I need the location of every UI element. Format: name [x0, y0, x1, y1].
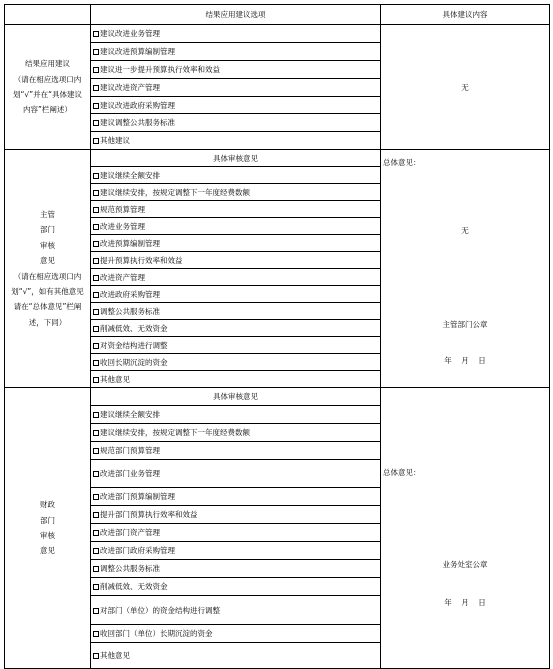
section3-option[interactable]: 规范部门预算管理	[91, 442, 381, 460]
table-row	[5, 150, 550, 167]
checkbox-icon[interactable]	[93, 292, 99, 298]
section1-option[interactable]: 建议改进预算编制管理	[91, 43, 381, 61]
section2-option[interactable]: 削减低效、无效资金	[91, 320, 381, 337]
section1-option[interactable]: 其他建议	[91, 132, 381, 150]
section3-option[interactable]: 改进部门资产管理	[91, 524, 381, 542]
checkbox-icon[interactable]	[93, 343, 99, 349]
checkbox-icon[interactable]	[93, 275, 99, 281]
checkbox-icon[interactable]	[93, 631, 99, 637]
checkbox-icon[interactable]	[93, 309, 99, 315]
evaluation-form-table	[4, 4, 550, 669]
checkbox-icon[interactable]	[93, 430, 99, 436]
section2-office-stamp: 主管部门公章	[442, 320, 488, 329]
table-header-row	[5, 5, 550, 25]
section2-note: （请在相应选项口内划“√”，如有其他意见请在“总体意见”栏阐述，下同）	[11, 271, 84, 327]
section2-title-3: 审核	[40, 240, 55, 250]
header-content: 具体建议内容	[381, 5, 550, 25]
section3-option[interactable]: 改进部门业务管理	[91, 460, 381, 488]
section3-option[interactable]: 对部门（单位）的资金结构进行调整	[91, 596, 381, 625]
section2-option[interactable]: 提升预算执行效率和效益	[91, 252, 381, 269]
checkbox-icon[interactable]	[93, 412, 99, 418]
checkbox-icon[interactable]	[93, 608, 99, 614]
section1-option[interactable]: 建议调整公共服务标准	[91, 114, 381, 132]
section3-title-1: 财政	[40, 500, 55, 510]
section2-option[interactable]: 建议继续全额安排	[91, 167, 381, 184]
checkbox-icon[interactable]	[93, 548, 99, 554]
section3-option[interactable]: 改进部门政府采购管理	[91, 542, 381, 560]
section3-overall-label: 总体意见：	[383, 468, 421, 477]
section1-option[interactable]: 建议改进业务管理	[91, 25, 381, 43]
section1-note: （请在相应选项口内划“√”并在“具体建议内容”栏阐述）	[13, 74, 82, 115]
checkbox-icon[interactable]	[93, 207, 99, 213]
checkbox-icon[interactable]	[93, 258, 99, 264]
checkbox-icon[interactable]	[93, 120, 99, 126]
section3-office-stamp: 业务处室公章	[442, 560, 488, 569]
checkbox-icon[interactable]	[93, 138, 99, 144]
section3-date: 年 月 日	[444, 598, 486, 607]
section1-option[interactable]: 建议改进资产管理	[91, 79, 381, 97]
section2-label	[5, 150, 91, 388]
section2-option[interactable]: 其他意见	[91, 371, 381, 388]
checkbox-icon[interactable]	[93, 377, 99, 383]
checkbox-icon[interactable]	[93, 360, 99, 366]
section2-option[interactable]: 改进业务管理	[91, 218, 381, 235]
section2-option[interactable]: 建议继续安排，按规定调整下一年度经费数额	[91, 184, 381, 201]
section3-title-3: 审核	[40, 531, 55, 540]
checkbox-icon[interactable]	[93, 566, 99, 572]
section2-overall-opinion	[381, 150, 550, 388]
section1-content: 无	[381, 25, 550, 150]
checkbox-icon[interactable]	[93, 653, 99, 659]
section3-option[interactable]: 收回部门（单位）长期沉淀的资金	[91, 625, 381, 643]
section3-option[interactable]: 改进部门预算编制管理	[91, 488, 381, 506]
section2-title-1: 主管	[40, 210, 55, 219]
checkbox-icon[interactable]	[93, 471, 99, 477]
checkbox-icon[interactable]	[93, 326, 99, 332]
table-row	[5, 25, 550, 43]
section3-title-4: 意见	[40, 546, 55, 556]
section2-date: 年 月 日	[444, 356, 486, 365]
section3-title-2: 部门	[40, 515, 55, 525]
checkbox-icon[interactable]	[93, 31, 99, 37]
section3-option[interactable]: 建议继续安排，按规定调整下一年度经费数额	[91, 424, 381, 442]
section3-option[interactable]: 其他意见	[91, 643, 381, 669]
section1-label	[5, 25, 91, 150]
section2-title-2: 部门	[40, 225, 55, 235]
checkbox-icon[interactable]	[93, 224, 99, 230]
section3-option[interactable]: 调整公共服务标准	[91, 560, 381, 578]
section2-option[interactable]: 对资金结构进行调整	[91, 337, 381, 354]
section2-option[interactable]: 规范预算管理	[91, 201, 381, 218]
section2-title-4: 意见	[40, 256, 55, 266]
checkbox-icon[interactable]	[93, 584, 99, 590]
section1-option[interactable]: 建议进一步提升预算执行效率和效益	[91, 61, 381, 79]
section2-overall-label: 总体意见：	[383, 158, 421, 167]
checkbox-icon[interactable]	[93, 173, 99, 179]
section3-overall-opinion	[381, 388, 550, 669]
section2-option[interactable]: 收回长期沉淀的资金	[91, 354, 381, 371]
section2-overall-content: 无	[461, 226, 469, 235]
checkbox-icon[interactable]	[93, 49, 99, 55]
section2-option[interactable]: 改进资产管理	[91, 269, 381, 286]
section2-option[interactable]: 改进政府采购管理	[91, 286, 381, 303]
section2-option[interactable]: 调整公共服务标准	[91, 303, 381, 320]
checkbox-icon[interactable]	[93, 190, 99, 196]
checkbox-icon[interactable]	[93, 103, 99, 109]
header-blank-cell	[5, 5, 91, 25]
section3-options-header: 具体审核意见	[91, 388, 381, 406]
checkbox-icon[interactable]	[93, 530, 99, 536]
section3-label	[5, 388, 91, 669]
table-row	[5, 388, 550, 406]
checkbox-icon[interactable]	[93, 494, 99, 500]
checkbox-icon[interactable]	[93, 448, 99, 454]
section3-option[interactable]: 提升部门预算执行效率和效益	[91, 506, 381, 524]
checkbox-icon[interactable]	[93, 241, 99, 247]
checkbox-icon[interactable]	[93, 67, 99, 73]
checkbox-icon[interactable]	[93, 512, 99, 518]
section1-title: 结果应用建议	[25, 59, 70, 69]
section3-option[interactable]: 削减低效、无效资金	[91, 578, 381, 596]
section1-option[interactable]: 建议改进政府采购管理	[91, 97, 381, 114]
section2-options-header: 具体审核意见	[91, 150, 381, 167]
section3-option[interactable]: 建议继续全额安排	[91, 406, 381, 424]
header-options: 结果应用建议选项	[91, 5, 381, 25]
section2-option[interactable]: 改进预算编制管理	[91, 235, 381, 252]
checkbox-icon[interactable]	[93, 85, 99, 91]
